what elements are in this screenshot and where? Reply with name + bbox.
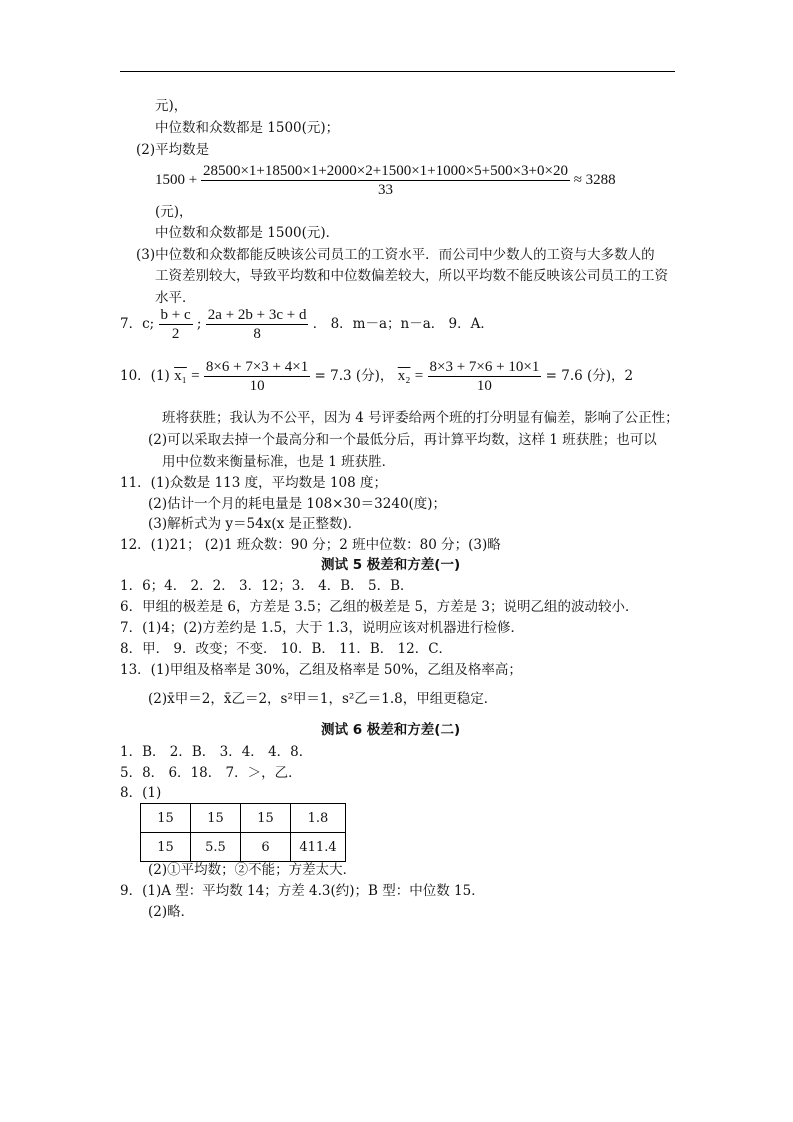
fraction-numerator: 2a + 2b + 3c + d [207,307,307,323]
text-line: (2)①平均数；②不能；方差太大． [148,862,357,878]
data-table [140,803,346,862]
fraction [201,162,570,199]
text-line: 9．(1)A 型：平均数 14；方差 4.3(约)；B 型：中位数 15． [120,883,485,899]
q10-prefix: 10．(1) [120,368,170,384]
q10-result-2: = 7.6 (分)，2 [545,368,634,384]
fraction [204,358,310,395]
section-title: 测试 6 极差和方差(二) [321,722,461,738]
table-cell: 411.4 [291,833,346,862]
equals: = [414,368,424,384]
text-line: 中位数和众数都是 1500(元)． [155,225,340,241]
table-cell: 15 [141,833,191,862]
text-line: 用中位数来衡量标准，也是 1 班获胜． [162,454,396,470]
fraction [159,306,193,343]
header-rule [120,71,675,72]
text-line: 1．6；4． 2．2． 3．12；3． 4．B． 5．B． [120,578,414,594]
text-line: 6．甲组的极差是 6，方差是 3.5；乙组的极差是 5，方差是 3；说明乙组的波动较小． [120,599,639,615]
text-line: (3)中位数和众数都能反映该公司员工的工资水平．而公司中少数人的工资与大多数人的 [136,247,655,263]
text-line: (2)估计一个月的耗电量是 108×30＝3240(度)； [148,496,447,512]
table-row [141,804,346,833]
table-cell: 15 [191,804,241,833]
text-line: 13．(1)甲组及格率是 30%，乙组及格率是 50%，乙组及格率高； [120,662,522,678]
table-cell: 15 [141,804,191,833]
t5-l6-label: (2) [148,691,168,707]
text-line: 水平． [155,290,196,306]
text-line: (2)略． [148,904,195,920]
text-line: 7．(1)4；(2)方差约是 1.5，大于 1.3，说明应该对机器进行检修． [120,620,524,636]
x2-mean: x₂ [397,368,411,384]
text-line: 8．(1) [120,785,162,801]
fraction-denominator: 2 [171,326,180,342]
text-line: (2)可以采取去掉一个最高分和一个最低分后，再计算平均数，这样 1 班获胜；也可以 [148,432,657,448]
text-line: (元)， [155,204,193,220]
fraction-numerator: 8×6 + 7×3 + 4×1 [205,359,309,375]
q10-result-1: = 7.3 (分)， [314,368,394,384]
x1-mean: x₁ [174,368,187,384]
table-cell: 6 [241,833,291,862]
fraction [206,306,309,343]
formula-suffix: ≈ 3288 [573,172,616,188]
q7-separator: ; [196,316,202,332]
fraction-numerator: 8×3 + 7×6 + 10×1 [429,359,540,375]
fraction-numerator: 28500×1+18500×1+2000×2+1500×1+1000×5+500×3+0×20 [202,163,568,180]
table-cell: 15 [241,804,291,833]
fraction [428,358,542,395]
question-7 [120,305,494,343]
table-cell: 5.5 [191,833,241,862]
text-line: 11．(1)众数是 113 度，平均数是 108 度； [120,475,388,491]
table-row [141,833,346,862]
fraction-numerator: b + c [160,307,191,323]
section-title: 测试 5 极差和方差(一) [321,557,461,573]
text-line: 8．甲． 9．改变；不变． 10．B． 11．B． 12．C． [120,641,453,657]
t5-l6-text: x̄甲＝2，x̄乙＝2，s²甲＝1，s²乙＝1.8，甲组更稳定． [167,691,498,707]
fraction-denominator: 10 [476,378,492,394]
fraction-denominator: 10 [249,378,265,394]
formula-line [155,160,616,200]
text-line: 中位数和众数都是 1500(元)； [155,120,340,136]
text-line: 1．B． 2．B． 3．4． 4．8． [120,744,313,760]
formula-prefix: 1500 + [155,172,198,188]
fraction-denominator: 33 [377,182,393,199]
q7-suffix: ． 8．m－a；n－a． 9．A． [312,316,494,332]
q7-prefix: 7．c; [120,316,155,332]
table-cell: 1.8 [291,804,346,833]
fraction-denominator: 8 [253,326,261,342]
text-line: 工资差别较大，导致平均数和中位数偏差较大，所以平均数不能反映该公司员工的工资 [155,268,668,284]
text-line: (3)解析式为 y＝54x(x 是正整数)． [148,516,362,532]
equals: = [191,368,200,384]
text-line: (2)平均数是 [136,142,210,158]
text-line: 12．(1)21； (2)1 班众数：90 分；2 班中位数：80 分；(3)略 [120,537,501,553]
question-10 [120,357,633,395]
text-line: 班将获胜；我认为不公平，因为 4 号评委给两个班的打分明显有偏差，影响了公正性； [162,410,679,426]
text-line [148,690,497,708]
text-line: 元)， [155,98,188,114]
text-line: 5．8． 6．18． 7．＞，乙． [120,765,302,781]
